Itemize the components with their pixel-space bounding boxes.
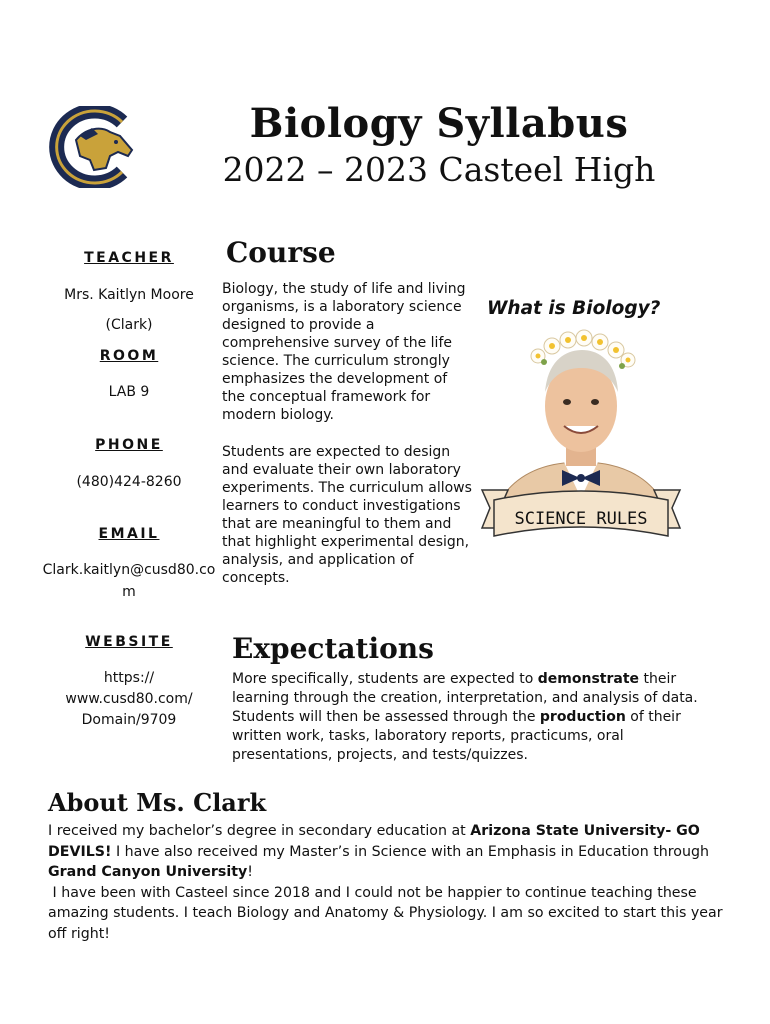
website-line2: www.cusd80.com/ [65, 691, 193, 707]
expectations-line-2-text-end: of their written work, tasks, laboratory reports, practicums, oral presentations, projects, and tests/quizzes. [232, 709, 681, 763]
expectations-line-2-text: Students will then be assessed through the [232, 709, 540, 725]
email-label: EMAIL [98, 526, 160, 542]
expectations-line-2 [232, 708, 712, 765]
teacher-name: Mrs. Kaitlyn Moore [64, 287, 194, 303]
email-value-line1: Clark.kaitlyn@cusd80.co [42, 562, 216, 578]
about-text [48, 821, 738, 944]
website-label: WEBSITE [85, 634, 173, 650]
what-is-biology-caption: What is Biology? [487, 298, 661, 319]
website-line1: https:// [103, 670, 155, 686]
about-emphasis-asu: Arizona State University- GO DEVILS! [48, 823, 700, 860]
expectations-text [232, 670, 712, 765]
expectations-line-1 [232, 670, 712, 708]
about-paragraph-1 [48, 821, 738, 883]
about-text-e: ! [247, 864, 253, 880]
about-emphasis-gcu: Grand Canyon University [48, 864, 248, 880]
teacher-label: TEACHER [84, 250, 174, 266]
school-logo-icon [46, 106, 136, 188]
about-heading: About Ms. Clark [48, 788, 267, 817]
expectations-line-1-text: More specifically, students are expected to [232, 671, 538, 687]
course-paragraph-2: Students are expected to design and evaluate their own laboratory experiments. The curriculum allows learners to conduct investigations that are meaningful to them and that highlight experimental design, analysis, and application of concepts. [222, 444, 472, 586]
room-label: ROOM [99, 348, 159, 364]
teacher-alias: (Clark) [105, 317, 153, 333]
expectations-line-1-text-end: their learning through the creation, interpretation, and analysis of data. [232, 671, 698, 706]
website-line3: Domain/9709 [81, 712, 177, 728]
expectations-emphasis-demonstrate: demonstrate [537, 671, 640, 687]
about-text-c: I have also received my Master’s in Science with an Emphasis in Education through [111, 843, 709, 860]
page-title: Biology Syllabus [249, 100, 629, 147]
about-text-a: I received my bachelor’s degree in secondary education at [48, 823, 471, 839]
science-rules-portrait [478, 322, 684, 552]
expectations-heading: Expectations [232, 632, 434, 665]
course-heading: Course [226, 236, 336, 269]
about-paragraph-2: I have been with Casteel since 2018 and I could not be happier to continue teaching these amazing students. I teach Biology and Anatomy & Physiology. I am so excited to start this year off right! [48, 884, 728, 942]
phone-label: PHONE [95, 437, 163, 453]
course-paragraph-1: Biology, the study of life and living organisms, is a laboratory science designed to provide a comprehensive survey of the life science. The curriculum strongly emphasizes the development of the conceptual framework for modern biology. [222, 281, 466, 423]
room-value: LAB 9 [108, 384, 150, 400]
email-value-line2: m [122, 584, 136, 600]
science-rules-banner-text: SCIENCE RULES [514, 509, 648, 529]
phone-value: (480)424-8260 [76, 474, 182, 490]
page-subtitle: 2022 – 2023 Casteel High [222, 150, 656, 189]
expectations-emphasis-production: production [539, 709, 626, 725]
